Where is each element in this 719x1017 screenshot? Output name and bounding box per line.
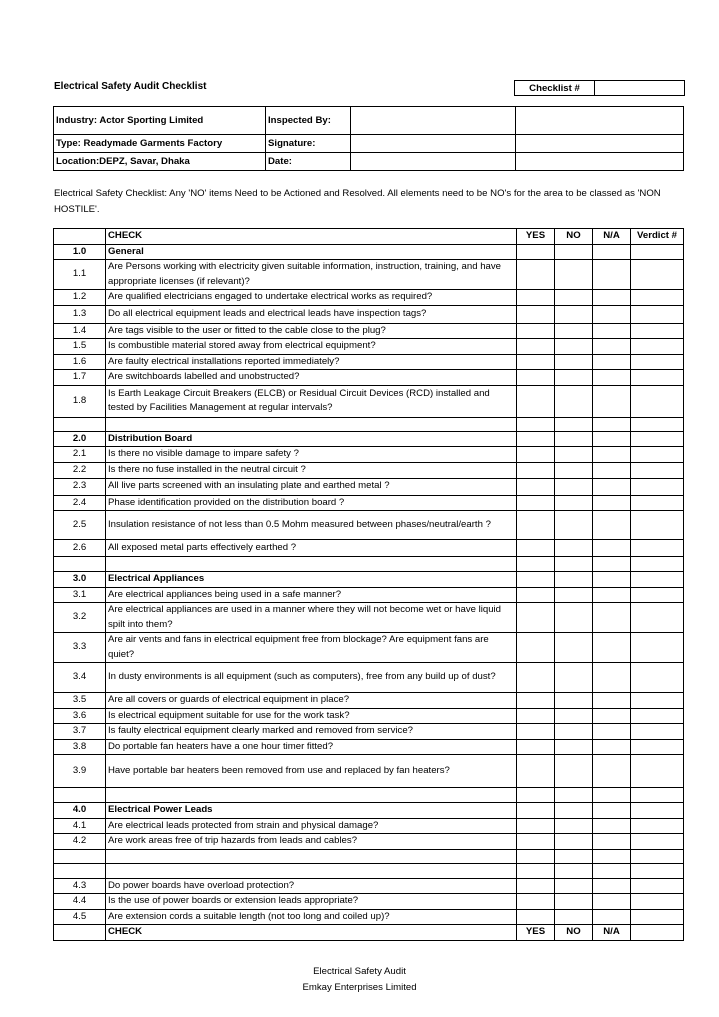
yes-cell[interactable] (517, 739, 555, 755)
industry-cell: Industry: Actor Sporting Limited (54, 107, 266, 135)
inspected-by-label: Inspected By: (266, 107, 351, 135)
item-number: 1.1 (54, 260, 106, 290)
yes-cell[interactable] (517, 834, 555, 850)
yes-cell[interactable] (517, 633, 555, 663)
check-item-text (106, 863, 517, 878)
table-row (54, 909, 684, 925)
no-cell[interactable] (555, 447, 593, 463)
table-row (54, 603, 684, 633)
yes-cell[interactable] (517, 663, 555, 693)
check-item-text: Are air vents and fans in electrical equipment free from blockage? Are equipment fans are quiet? (106, 633, 517, 663)
yes-cell[interactable] (517, 511, 555, 540)
item-number: 2.3 (54, 478, 106, 495)
checklist-table (53, 228, 684, 941)
no-cell[interactable] (555, 708, 593, 724)
signature-label: Signature: (266, 135, 351, 153)
check-header: CHECK (106, 229, 517, 245)
yes-cell[interactable] (517, 788, 555, 803)
table-header-row (54, 229, 684, 245)
no-cell[interactable] (555, 572, 593, 588)
yes-header: YES (517, 229, 555, 245)
item-number: 4.2 (54, 834, 106, 850)
item-number: 2.1 (54, 447, 106, 463)
item-number: 1.6 (54, 354, 106, 370)
item-number: 4.3 (54, 878, 106, 894)
na-cell[interactable] (593, 663, 631, 693)
na-cell[interactable] (593, 572, 631, 588)
na-cell[interactable] (593, 818, 631, 834)
no-cell[interactable] (555, 587, 593, 603)
info-extra-cell (516, 107, 684, 135)
item-number: 1.3 (54, 305, 106, 323)
check-item-text: Are Persons working with electricity given suitable information, instruction, training, and have appropriate licenses (if relevant)? (106, 260, 517, 290)
item-number: 3.0 (54, 572, 106, 588)
item-number: 3.4 (54, 663, 106, 693)
table-row (54, 803, 684, 819)
na-cell[interactable] (593, 478, 631, 495)
item-number: 3.2 (54, 603, 106, 633)
item-number: 2.4 (54, 495, 106, 511)
verdict-cell[interactable] (631, 370, 684, 386)
item-number: 2.2 (54, 462, 106, 478)
no-cell[interactable] (555, 755, 593, 788)
item-number: 2.5 (54, 511, 106, 540)
verdict-header: Verdict # (631, 229, 684, 245)
table-row (54, 447, 684, 463)
na-cell[interactable] (593, 323, 631, 339)
table-row (54, 663, 684, 693)
na-cell[interactable] (593, 339, 631, 355)
item-number: 1.5 (54, 339, 106, 355)
checklist-number-box (514, 80, 685, 96)
table-row (54, 878, 684, 894)
no-cell[interactable] (555, 290, 593, 306)
na-cell[interactable] (593, 878, 631, 894)
check-item-text: Are switchboards labelled and unobstructed? (106, 370, 517, 386)
yes-cell[interactable] (517, 894, 555, 910)
yes-cell[interactable] (517, 572, 555, 588)
verdict-cell[interactable] (631, 557, 684, 572)
item-number (54, 863, 106, 878)
verdict-cell[interactable] (631, 572, 684, 588)
na-cell[interactable] (593, 587, 631, 603)
section-title: Distribution Board (106, 431, 517, 447)
table-row (54, 633, 684, 663)
table-row (54, 755, 684, 788)
na-cell[interactable] (593, 755, 631, 788)
no-cell[interactable] (555, 478, 593, 495)
verdict-cell[interactable] (631, 385, 684, 417)
no-cell[interactable] (555, 894, 593, 910)
yes-cell[interactable] (517, 354, 555, 370)
no-header: NO (555, 925, 593, 941)
no-cell[interactable] (555, 788, 593, 803)
table-row (54, 834, 684, 850)
no-cell[interactable] (555, 462, 593, 478)
check-item-text: Is combustible material stored away from electrical equipment? (106, 339, 517, 355)
table-row (54, 863, 684, 878)
yes-cell[interactable] (517, 540, 555, 557)
check-item-text: Are electrical appliances are used in a manner where they will not become wet or have liquid spilt into them? (106, 603, 517, 633)
no-cell[interactable] (555, 305, 593, 323)
na-cell[interactable] (593, 693, 631, 709)
verdict-cell[interactable] (631, 755, 684, 788)
item-number: 2.6 (54, 540, 106, 557)
na-header: N/A (593, 229, 631, 245)
item-number: 1.2 (54, 290, 106, 306)
table-row (54, 354, 684, 370)
num-header (54, 925, 106, 941)
item-number: 3.6 (54, 708, 106, 724)
no-cell[interactable] (555, 385, 593, 417)
no-cell[interactable] (555, 739, 593, 755)
document-title: Electrical Safety Audit Checklist (54, 81, 207, 92)
yes-cell[interactable] (517, 863, 555, 878)
check-item-text: Is there no visible damage to impare safety ? (106, 447, 517, 463)
na-cell[interactable] (593, 385, 631, 417)
yes-cell[interactable] (517, 708, 555, 724)
na-cell[interactable] (593, 603, 631, 633)
footer (0, 964, 719, 996)
check-item-text: Phase identification provided on the distribution board ? (106, 495, 517, 511)
verdict-cell[interactable] (631, 803, 684, 819)
na-cell[interactable] (593, 370, 631, 386)
table-row (54, 557, 684, 572)
no-cell[interactable] (555, 863, 593, 878)
item-number (54, 417, 106, 431)
yes-cell[interactable] (517, 878, 555, 894)
date-label: Date: (266, 153, 351, 171)
check-item-text (106, 849, 517, 863)
yes-cell[interactable] (517, 431, 555, 447)
verdict-cell[interactable] (631, 603, 684, 633)
yes-cell[interactable] (517, 603, 555, 633)
yes-cell[interactable] (517, 417, 555, 431)
footer-line-1: Electrical Safety Audit (313, 966, 406, 977)
check-item-text: Is the use of power boards or extension leads appropriate? (106, 894, 517, 910)
table-row (54, 385, 684, 417)
verdict-cell[interactable] (631, 417, 684, 431)
table-row (54, 478, 684, 495)
verdict-cell[interactable] (631, 708, 684, 724)
verdict-cell[interactable] (631, 878, 684, 894)
no-cell[interactable] (555, 354, 593, 370)
item-number: 3.8 (54, 739, 106, 755)
no-cell[interactable] (555, 803, 593, 819)
table-row (54, 788, 684, 803)
yes-cell[interactable] (517, 260, 555, 290)
table-row (54, 431, 684, 447)
item-number: 1.8 (54, 385, 106, 417)
table-footer-header-row (54, 925, 684, 941)
check-item-text: All live parts screened with an insulating plate and earthed metal ? (106, 478, 517, 495)
section-title: General (106, 244, 517, 260)
yes-cell[interactable] (517, 290, 555, 306)
yes-cell[interactable] (517, 849, 555, 863)
yes-cell[interactable] (517, 323, 555, 339)
verdict-cell[interactable] (631, 447, 684, 463)
na-cell[interactable] (593, 260, 631, 290)
item-number: 3.9 (54, 755, 106, 788)
verdict-cell[interactable] (631, 788, 684, 803)
yes-cell[interactable] (517, 462, 555, 478)
table-row (54, 724, 684, 740)
no-cell[interactable] (555, 540, 593, 557)
check-item-text: Is electrical equipment suitable for use for the work task? (106, 708, 517, 724)
table-row (54, 339, 684, 355)
verdict-cell[interactable] (631, 894, 684, 910)
check-item-text: Do power boards have overload protection? (106, 878, 517, 894)
check-item-text: Are all covers or guards of electrical equipment in place? (106, 693, 517, 709)
check-item-text: In dusty environments is all equipment (such as computers), free from any build up of dust? (106, 663, 517, 693)
na-cell[interactable] (593, 511, 631, 540)
yes-cell[interactable] (517, 478, 555, 495)
na-cell[interactable] (593, 540, 631, 557)
yes-cell[interactable] (517, 803, 555, 819)
item-number: 3.7 (54, 724, 106, 740)
no-cell[interactable] (555, 909, 593, 925)
item-number: 4.0 (54, 803, 106, 819)
yes-cell[interactable] (517, 244, 555, 260)
table-row (54, 462, 684, 478)
yes-cell[interactable] (517, 587, 555, 603)
table-row (54, 260, 684, 290)
na-cell[interactable] (593, 894, 631, 910)
no-cell[interactable] (555, 693, 593, 709)
item-number: 4.4 (54, 894, 106, 910)
no-cell[interactable] (555, 244, 593, 260)
table-row (54, 587, 684, 603)
verdict-cell[interactable] (631, 339, 684, 355)
verdict-cell[interactable] (631, 323, 684, 339)
yes-cell[interactable] (517, 557, 555, 572)
verdict-cell[interactable] (631, 511, 684, 540)
item-number (54, 849, 106, 863)
na-cell[interactable] (593, 863, 631, 878)
yes-cell[interactable] (517, 818, 555, 834)
no-cell[interactable] (555, 557, 593, 572)
check-item-text: Are work areas free of trip hazards from leads and cables? (106, 834, 517, 850)
table-row (54, 370, 684, 386)
item-number: 4.5 (54, 909, 106, 925)
check-item-text: Insulation resistance of not less than 0.5 Mohm measured between phases/neutral/earth ? (106, 511, 517, 540)
table-row (54, 818, 684, 834)
na-cell[interactable] (593, 431, 631, 447)
verdict-cell[interactable] (631, 305, 684, 323)
yes-cell[interactable] (517, 495, 555, 511)
info-extra-cell (516, 153, 684, 171)
checklist-number-field[interactable] (595, 81, 685, 96)
verdict-cell[interactable] (631, 663, 684, 693)
checklist-label: Checklist # (515, 81, 595, 96)
na-cell[interactable] (593, 739, 631, 755)
verdict-cell[interactable] (631, 925, 684, 941)
na-cell[interactable] (593, 354, 631, 370)
verdict-cell[interactable] (631, 478, 684, 495)
yes-cell[interactable] (517, 305, 555, 323)
no-cell[interactable] (555, 878, 593, 894)
verdict-cell[interactable] (631, 290, 684, 306)
verdict-cell[interactable] (631, 587, 684, 603)
check-item-text: Are tags visible to the user or fitted to the cable close to the plug? (106, 323, 517, 339)
no-cell[interactable] (555, 260, 593, 290)
na-cell[interactable] (593, 633, 631, 663)
table-row (54, 693, 684, 709)
check-item-text: Is faulty electrical equipment clearly marked and removed from service? (106, 724, 517, 740)
na-cell[interactable] (593, 788, 631, 803)
check-item-text: Are electrical appliances being used in a safe manner? (106, 587, 517, 603)
yes-cell[interactable] (517, 339, 555, 355)
no-cell[interactable] (555, 633, 593, 663)
info-extra-cell (516, 135, 684, 153)
yes-cell[interactable] (517, 447, 555, 463)
table-row (54, 323, 684, 339)
location-cell: Location:DEPZ, Savar, Dhaka (54, 153, 266, 171)
inspected-by-field[interactable] (351, 107, 516, 135)
check-item-text: Are extension cords a suitable length (not too long and coiled up)? (106, 909, 517, 925)
check-item-text (106, 788, 517, 803)
na-cell[interactable] (593, 290, 631, 306)
item-number: 3.5 (54, 693, 106, 709)
na-cell[interactable] (593, 417, 631, 431)
item-number (54, 788, 106, 803)
verdict-cell[interactable] (631, 431, 684, 447)
check-item-text: Do portable fan heaters have a one hour timer fitted? (106, 739, 517, 755)
footer-line-2: Emkay Enterprises Limited (302, 982, 417, 993)
na-cell[interactable] (593, 708, 631, 724)
check-item-text: Are qualified electricians engaged to undertake electrical works as required? (106, 290, 517, 306)
table-row (54, 495, 684, 511)
verdict-cell[interactable] (631, 633, 684, 663)
no-cell[interactable] (555, 724, 593, 740)
na-cell[interactable] (593, 909, 631, 925)
na-cell[interactable] (593, 834, 631, 850)
num-header (54, 229, 106, 245)
verdict-cell[interactable] (631, 834, 684, 850)
item-number: 3.1 (54, 587, 106, 603)
yes-cell[interactable] (517, 693, 555, 709)
na-cell[interactable] (593, 803, 631, 819)
item-number (54, 557, 106, 572)
table-row (54, 244, 684, 260)
verdict-cell[interactable] (631, 540, 684, 557)
no-cell[interactable] (555, 339, 593, 355)
check-item-text: Are faulty electrical installations reported immediately? (106, 354, 517, 370)
check-item-text: Do all electrical equipment leads and electrical leads have inspection tags? (106, 305, 517, 323)
no-header: NO (555, 229, 593, 245)
verdict-cell[interactable] (631, 849, 684, 863)
type-cell: Type: Readymade Garments Factory (54, 135, 266, 153)
verdict-cell[interactable] (631, 693, 684, 709)
item-number: 1.7 (54, 370, 106, 386)
info-table (53, 106, 684, 171)
verdict-cell[interactable] (631, 739, 684, 755)
yes-cell[interactable] (517, 755, 555, 788)
na-cell[interactable] (593, 724, 631, 740)
table-row (54, 417, 684, 431)
na-header: N/A (593, 925, 631, 941)
no-cell[interactable] (555, 495, 593, 511)
check-item-text (106, 557, 517, 572)
no-cell[interactable] (555, 663, 593, 693)
yes-cell[interactable] (517, 385, 555, 417)
table-row (54, 849, 684, 863)
check-header: CHECK (106, 925, 517, 941)
check-item-text: All exposed metal parts effectively earthed ? (106, 540, 517, 557)
table-row (54, 572, 684, 588)
verdict-cell[interactable] (631, 260, 684, 290)
yes-cell[interactable] (517, 724, 555, 740)
section-title: Electrical Appliances (106, 572, 517, 588)
instructions-note: Electrical Safety Checklist: Any 'NO' items Need to be Actioned and Resolved. All elements need to be NO's for the area to be classed as 'NON HOSTILE'. (54, 188, 661, 215)
item-number: 4.1 (54, 818, 106, 834)
no-cell[interactable] (555, 603, 593, 633)
no-cell[interactable] (555, 511, 593, 540)
yes-header: YES (517, 925, 555, 941)
check-item-text: Is there no fuse installed in the neutral circuit ? (106, 462, 517, 478)
signature-field[interactable] (351, 135, 516, 153)
item-number: 3.3 (54, 633, 106, 663)
yes-cell[interactable] (517, 370, 555, 386)
verdict-cell[interactable] (631, 495, 684, 511)
no-cell[interactable] (555, 323, 593, 339)
item-number: 1.4 (54, 323, 106, 339)
date-field[interactable] (351, 153, 516, 171)
table-row (54, 511, 684, 540)
item-number: 1.0 (54, 244, 106, 260)
no-cell[interactable] (555, 370, 593, 386)
no-cell[interactable] (555, 849, 593, 863)
no-cell[interactable] (555, 818, 593, 834)
na-cell[interactable] (593, 244, 631, 260)
table-row (54, 305, 684, 323)
check-item-text (106, 417, 517, 431)
verdict-cell[interactable] (631, 462, 684, 478)
check-item-text: Are electrical leads protected from strain and physical damage? (106, 818, 517, 834)
no-cell[interactable] (555, 431, 593, 447)
table-row (54, 290, 684, 306)
na-cell[interactable] (593, 849, 631, 863)
check-item-text: Is Earth Leakage Circuit Breakers (ELCB) or Residual Circuit Devices (RCD) installed and tested by Facilities Management at regular intervals? (106, 385, 517, 417)
yes-cell[interactable] (517, 909, 555, 925)
verdict-cell[interactable] (631, 354, 684, 370)
item-number: 2.0 (54, 431, 106, 447)
na-cell[interactable] (593, 462, 631, 478)
na-cell[interactable] (593, 305, 631, 323)
na-cell[interactable] (593, 447, 631, 463)
verdict-cell[interactable] (631, 863, 684, 878)
na-cell[interactable] (593, 557, 631, 572)
table-row (54, 739, 684, 755)
na-cell[interactable] (593, 495, 631, 511)
verdict-cell[interactable] (631, 909, 684, 925)
verdict-cell[interactable] (631, 244, 684, 260)
section-title: Electrical Power Leads (106, 803, 517, 819)
table-row (54, 708, 684, 724)
table-row (54, 540, 684, 557)
table-row (54, 894, 684, 910)
check-item-text: Have portable bar heaters been removed from use and replaced by fan heaters? (106, 755, 517, 788)
no-cell[interactable] (555, 417, 593, 431)
verdict-cell[interactable] (631, 724, 684, 740)
verdict-cell[interactable] (631, 818, 684, 834)
no-cell[interactable] (555, 834, 593, 850)
